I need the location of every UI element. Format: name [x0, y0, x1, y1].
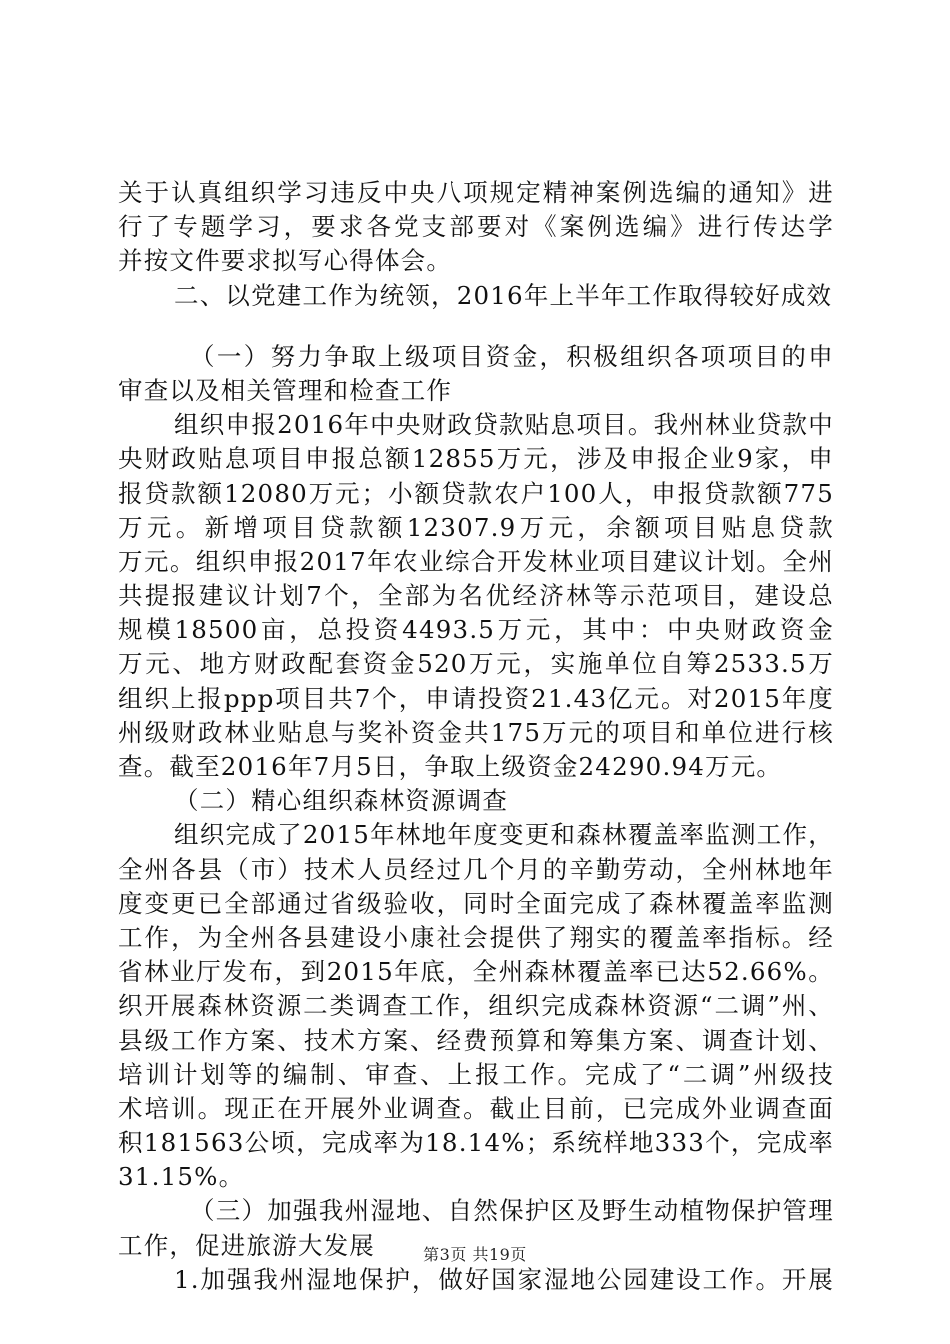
- text-line: 关于认真组织学习违反中央八项规定精神案例选编的通知》进: [118, 178, 834, 207]
- text-line: 术培训。现正在开展外业调查。截止目前，已完成外业调查面: [118, 1093, 834, 1123]
- text-line: 央财政贴息项目申报总额12855万元，涉及申报企业9家，申: [118, 444, 834, 474]
- text-line: 行了专题学习，要求各党支部要对《案例选编》进行传达学: [118, 212, 834, 242]
- text-line: 组织申报2016年中央财政贷款贴息项目。我州林业贷款中: [174, 410, 834, 440]
- text-line: 并按文件要求拟写心得体会。: [118, 246, 453, 276]
- text-line: 万元。组织申报2017年农业综合开发林业项目建议计划。全州: [118, 546, 834, 576]
- text-line: 织开展森林资源二类调查工作，组织完成森林资源“二调”州、: [118, 991, 834, 1021]
- text-line: 规模18500亩，总投资4493.5万元，其中：中央财政资金: [118, 615, 834, 645]
- subsection-heading-cont: 审查以及相关管理和检查工作: [118, 375, 453, 405]
- text-line: 工作，为全州各县建设小康社会提供了翔实的覆盖率指标。经: [118, 922, 834, 952]
- text-line: 培训计划等的编制、审查、上报工作。完成了“二调”州级技: [118, 1059, 834, 1089]
- text-line: 共提报建议计划7个，全部为名优经济林等示范项目，建设总: [118, 581, 834, 611]
- text-line: 万元。新增项目贷款额12307.9万元，余额项目贴息贷款: [118, 512, 834, 542]
- text-line: 省林业厅发布，到2015年底，全州森林覆盖率已达52.66%。: [118, 957, 834, 987]
- text-line: 度变更已全部通过省级验收，同时全面完成了森林覆盖率监测: [118, 888, 834, 918]
- text-line: 组织上报ppp项目共7个，申请投资21.43亿元。对2015年度: [118, 683, 834, 713]
- text-line: 报贷款额12080万元；小额贷款农户100人，申报贷款额775: [118, 478, 834, 508]
- text-line: 31.15%。: [118, 1162, 245, 1192]
- body-text: [118, 176, 834, 1297]
- paragraph-gap: [118, 313, 834, 340]
- subsection-heading: （二）精心组织森林资源调查: [174, 786, 509, 816]
- text-line: 查。截至2016年7月5日，争取上级资金24290.94万元。: [118, 752, 783, 781]
- text-line: 组织完成了2015年林地年度变更和森林覆盖率监测工作，: [174, 820, 834, 850]
- text-line: 1.加强我州湿地保护，做好国家湿地公园建设工作。开展: [174, 1264, 834, 1294]
- page-number-footer: 第3页 共19页: [423, 1245, 527, 1264]
- subsection-heading-cont: 工作，促进旅游大发展: [118, 1230, 375, 1260]
- subsection-heading: （三）加强我州湿地、自然保护区及野生动植物保护管理: [190, 1196, 834, 1226]
- text-line: 万元、地方财政配套资金520万元，实施单位自筹2533.5万: [118, 649, 834, 679]
- text-line: 州级财政林业贴息与奖补资金共175万元的项目和单位进行核: [118, 717, 834, 747]
- text-line: 全州各县（市）技术人员经过几个月的辛勤劳动，全州林地年: [118, 854, 834, 884]
- text-line: 积181563公顷，完成率为18.14%；系统样地333个，完成率: [118, 1128, 834, 1158]
- text-line: 县级工作方案、技术方案、经费预算和筹集方案、调查计划、: [118, 1025, 834, 1055]
- subsection-heading: （一）努力争取上级项目资金，积极组织各项项目的申: [190, 341, 834, 371]
- section-heading: 二、以党建工作为统领，2016年上半年工作取得较好成效: [174, 280, 833, 310]
